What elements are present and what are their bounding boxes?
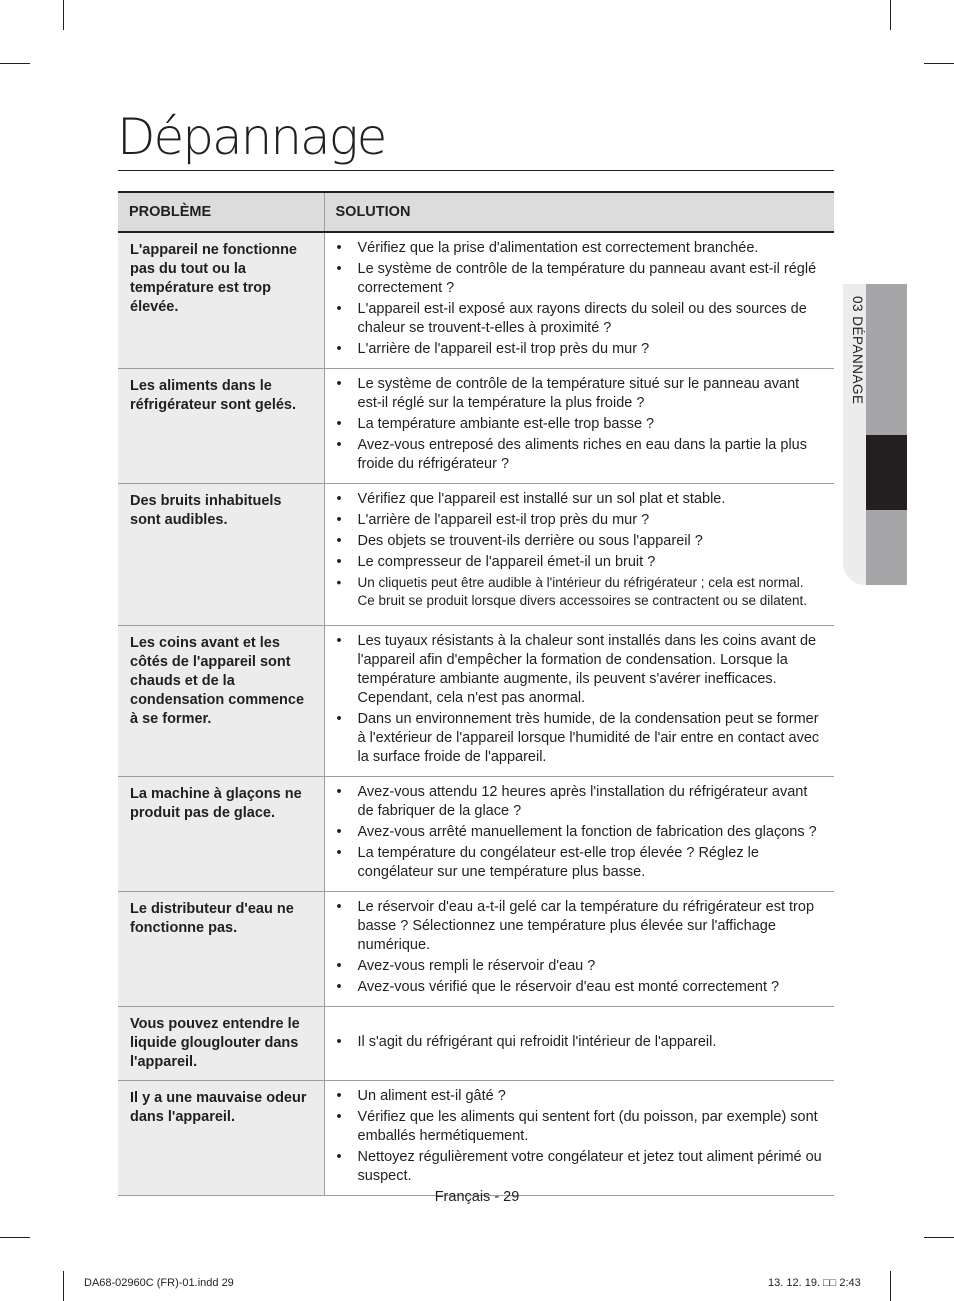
problem-cell: L'appareil ne fonctionne pas du tout ou la température est trop élevée. <box>118 232 324 369</box>
solution-cell <box>324 232 834 369</box>
problem-cell: Il y a une mauvaise odeur dans l'appareil. <box>118 1081 324 1196</box>
crop-mark <box>890 0 891 30</box>
table-row <box>118 777 834 892</box>
solution-item: • Vérifiez que l'appareil est installé sur un sol plat et stable. <box>337 490 825 509</box>
solution-cell <box>324 484 834 626</box>
solution-item: • Le compresseur de l'appareil émet-il un bruit ? <box>337 553 825 572</box>
solution-item: • Les tuyaux résistants à la chaleur sont installés dans les coins avant de l'appareil afin d'empêcher la formation de condensation. Lorsque la température ambiante augmente, ils peuvent s'avérer inefficaces. Cependant, cela n'est pas anormal. <box>337 632 825 708</box>
solution-item: • Avez-vous rempli le réservoir d'eau ? <box>337 957 825 976</box>
solution-item: • Le réservoir d'eau a-t-il gelé car la température du réfrigérateur est trop basse ? Sélectionnez une température plus élevée sur l'affichage numérique. <box>337 898 825 955</box>
solution-item: • Un aliment est-il gâté ? <box>337 1087 825 1106</box>
table-header-row <box>118 192 834 232</box>
problem-cell: La machine à glaçons ne produit pas de glace. <box>118 777 324 892</box>
crop-mark <box>0 63 30 64</box>
solution-item: • Il s'agit du réfrigérant qui refroidit l'intérieur de l'appareil. <box>337 1033 825 1052</box>
solution-cell <box>324 626 834 777</box>
solution-list <box>337 1087 825 1186</box>
solution-list <box>337 898 825 997</box>
solution-list <box>337 375 825 474</box>
solution-item: • Vérifiez que la prise d'alimentation est correctement branchée. <box>337 239 825 258</box>
solution-cell <box>324 1007 834 1081</box>
crop-mark <box>0 1237 30 1238</box>
problem-cell: Des bruits inhabituels sont audibles. <box>118 484 324 626</box>
side-tab-marker <box>866 435 907 510</box>
problem-cell: Les aliments dans le réfrigérateur sont gelés. <box>118 369 324 484</box>
problem-cell: Vous pouvez entendre le liquide glouglouter dans l'appareil. <box>118 1007 324 1081</box>
problem-cell: Les coins avant et les côtés de l'appareil sont chauds et de la condensation commence à se former. <box>118 626 324 777</box>
problem-cell: Le distributeur d'eau ne fonctionne pas. <box>118 892 324 1007</box>
crop-mark <box>63 0 64 30</box>
crop-mark <box>924 1237 954 1238</box>
solution-item: • La température du congélateur est-elle trop élevée ? Réglez le congélateur sur une température plus basse. <box>337 844 825 882</box>
table-row <box>118 626 834 777</box>
solution-item: • Dans un environnement très humide, de la condensation peut se former à l'extérieur de l'appareil lorsque l'humidité de l'air entre en contact avec la surface froide de l'appareil. <box>337 710 825 767</box>
date-slug: 13. 12. 19. □□ 2:43 <box>768 1277 861 1289</box>
header-solution: SOLUTION <box>324 192 834 232</box>
solution-item: • Des objets se trouvent-ils derrière ou sous l'appareil ? <box>337 532 825 551</box>
page-title: Dépannage <box>117 108 386 166</box>
solution-list <box>337 239 825 359</box>
solution-item: • Vérifiez que les aliments qui sentent fort (du poisson, par exemple) sont emballés hermétiquement. <box>337 1108 825 1146</box>
solution-cell <box>324 369 834 484</box>
solution-item: • Nettoyez régulièrement votre congélateur et jetez tout aliment périmé ou suspect. <box>337 1148 825 1186</box>
solution-item: • L'appareil est-il exposé aux rayons directs du soleil ou des sources de chaleur se trouvent-t-elles à proximité ? <box>337 300 825 338</box>
chapter-tab-label: 03 DÉPANNAGE <box>850 296 865 405</box>
solution-list <box>337 783 825 882</box>
solution-item: • Avez-vous arrêté manuellement la fonction de fabrication des glaçons ? <box>337 823 825 842</box>
crop-mark <box>924 63 954 64</box>
solution-list <box>337 632 825 767</box>
header-problem: PROBLÈME <box>118 192 324 232</box>
solution-list <box>337 490 825 610</box>
crop-mark <box>890 1271 891 1301</box>
file-slug: DA68-02960C (FR)-01.indd 29 <box>84 1277 234 1289</box>
solution-cell <box>324 777 834 892</box>
table-row <box>118 1007 834 1081</box>
solution-item: • L'arrière de l'appareil est-il trop près du mur ? <box>337 511 825 530</box>
solution-item: • Le système de contrôle de la température du panneau avant est-il réglé correctement ? <box>337 260 825 298</box>
solution-cell <box>324 1081 834 1196</box>
table-row <box>118 892 834 1007</box>
table-row <box>118 484 834 626</box>
solution-list <box>337 1033 825 1052</box>
solution-item: • Le système de contrôle de la température situé sur le panneau avant est-il réglé sur la température la plus froide ? <box>337 375 825 413</box>
solution-cell <box>324 892 834 1007</box>
solution-item: • Avez-vous attendu 12 heures après l'installation du réfrigérateur avant de fabriquer de la glace ? <box>337 783 825 821</box>
solution-item: • Avez-vous entreposé des aliments riches en eau dans la partie la plus froide du réfrigérateur ? <box>337 436 825 474</box>
troubleshooting-table <box>118 191 834 1196</box>
crop-mark <box>63 1271 64 1301</box>
solution-item: • Un cliquetis peut être audible à l'intérieur du réfrigérateur ; cela est normal. Ce bruit se produit lorsque divers accessoires se contractent ou se dilatent. <box>337 574 825 610</box>
solution-item: • La température ambiante est-elle trop basse ? <box>337 415 825 434</box>
solution-item: • Avez-vous vérifié que le réservoir d'eau est monté correctement ? <box>337 978 825 997</box>
page-footer: Français - 29 <box>434 1189 520 1205</box>
title-rule <box>118 170 834 171</box>
solution-item: • L'arrière de l'appareil est-il trop près du mur ? <box>337 340 825 359</box>
table-row <box>118 369 834 484</box>
table-row <box>118 1081 834 1196</box>
table-row <box>118 232 834 369</box>
